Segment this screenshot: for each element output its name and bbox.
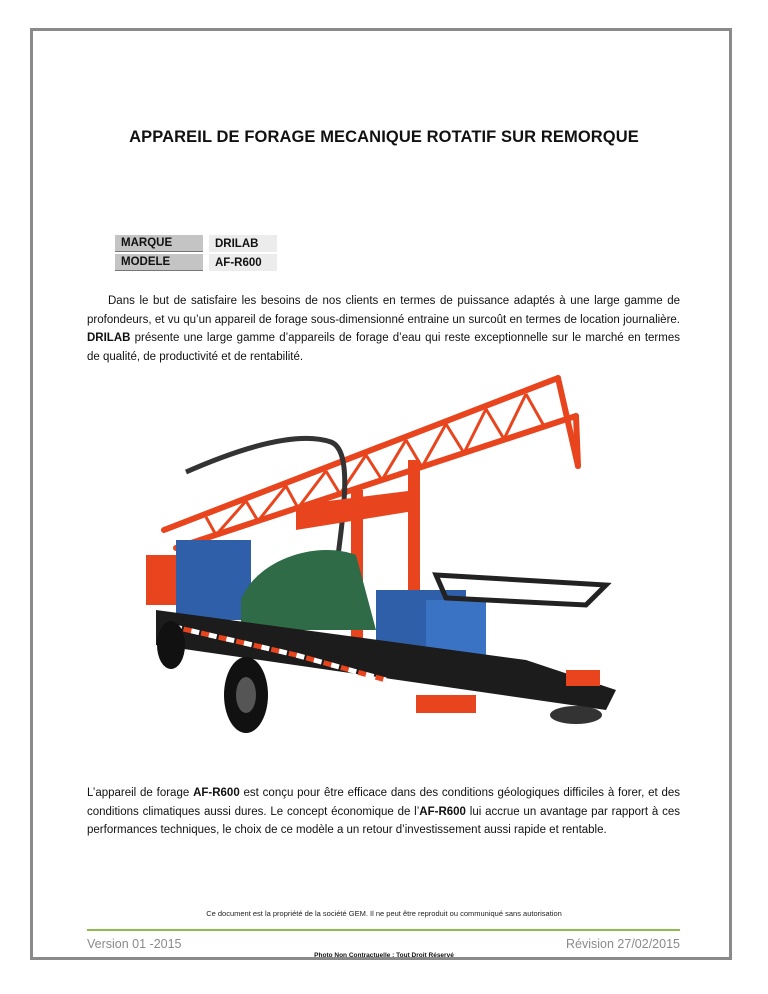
spec-table (115, 233, 277, 273)
intro-text-1: Dans le but de satisfaire les besoins de nos clients en termes de puissance adaptés à une large gamme de profondeurs, et vu qu’un appareil de forage sous-dimensionné entraine un surcoût en termes de location journalière. (87, 295, 680, 326)
spec-value-model: AF-R600 (209, 254, 277, 271)
description-paragraph (87, 784, 680, 840)
desc-text-3: lui accrue un avantage par rapport à ces performances techniques, le choix de ce modèle a un retour d’investissement aussi rapide et rentable. (87, 805, 680, 836)
drilling-rig-photo (146, 370, 623, 745)
spec-value-brand: DRILAB (209, 235, 277, 252)
spec-key-model: MODELE (115, 254, 203, 271)
desc-text-2: est conçu pour être efficace dans des conditions géologiques difficiles à forer, et des conditions climatiques aussi dures. Le concept économique de l’ (87, 787, 681, 818)
ownership-note: Ce document est la propriété de la société GEM. Il ne peut être reproduit ou communiqué sans autorisation (206, 909, 562, 918)
spec-row-model (115, 254, 277, 271)
intro-brand: DRILAB (87, 332, 131, 344)
revision-label: Révision 27/02/2015 (566, 937, 680, 951)
footer-divider (87, 929, 680, 931)
intro-text-2: présente une large gamme d’appareils de forage d’eau qui reste exceptionnelle sur le marché en termes de qualité, de productivité et de rentabilité. (87, 332, 680, 363)
document-title: APPAREIL DE FORAGE MECANIQUE ROTATIF SUR REMORQUE (129, 128, 639, 146)
desc-model-1: AF-R600 (193, 787, 240, 799)
intro-paragraph (87, 292, 680, 366)
desc-text-1: L’appareil de forage (87, 787, 194, 799)
spec-key-brand: MARQUE (115, 235, 203, 252)
spec-row-brand (115, 235, 277, 252)
photo-note: Photo Non Contractuelle : Tout Droit Réservé (314, 952, 454, 959)
version-label: Version 01 -2015 (87, 937, 182, 951)
desc-model-2: AF-R600 (419, 805, 466, 818)
